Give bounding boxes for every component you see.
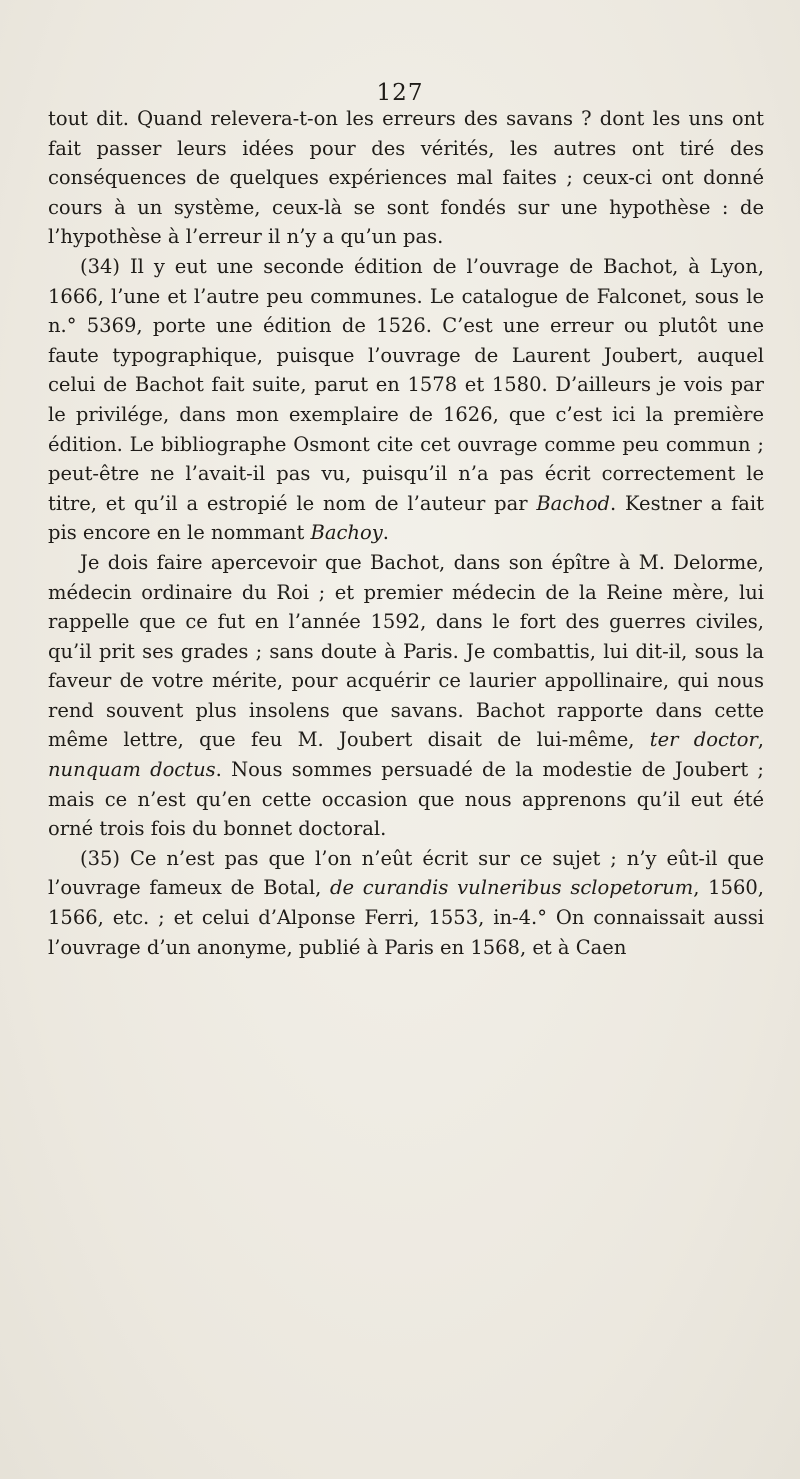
paragraph-1 — [48, 104, 764, 252]
paragraph-3-italic-nunquam-doctus: nunquam doctus — [48, 758, 216, 782]
paragraph-4-italic-title: de curandis vulneribus sclopetorum — [329, 876, 694, 900]
paragraph-4-segment-3: , 1560, 1566, etc. ; et celui d’Alponse Ferri, 1553, in-4.° On connaissait aussi l’ouvrage d’un anonyme, publié à Paris en 1568, et à Caen — [48, 876, 764, 959]
paragraph-2-segment-3: . Kestner a fait pis encore en le nommant — [48, 491, 764, 545]
paragraph-3-segment-5: . Nous sommes persuadé de la modestie de Joubert ; mais ce n’est qu’en cette occasion que nous apprenons qu’il eut été orné trois fois du bonnet doctoral. — [48, 758, 764, 841]
paragraph-4-note-35 — [48, 844, 764, 962]
paragraph-3-italic-ter-doctor: ter doctor — [649, 728, 758, 752]
paragraph-3-segment-3: , — [757, 728, 764, 752]
paragraph-2-note-34 — [48, 252, 764, 548]
paragraph-3-segment-1: Je dois faire apercevoir que Bachot, dans son épître à M. Delorme, médecin ordinaire du Roi ; et premier médecin de la Reine mère, lui rappelle que ce fut en l’année 1592, dans le fort des guerres civiles, qu’il prit ses grades ; sans doute à Paris. Je combattis, lui dit-il, sous la faveur de votre mérite, pour acquérir ce laurier appollinaire, qui nous rend souvent plus insolens que savans. Bachot rapporte dans cette même lettre, que feu M. Joubert disait de lui-même, — [48, 550, 764, 752]
body-text — [48, 104, 764, 962]
paragraph-3 — [48, 548, 764, 844]
paragraph-2-italic-bachod: Bachod — [536, 491, 610, 515]
page-number: 127 — [376, 80, 424, 106]
paragraph-2-italic-bachoy: Bachoy — [310, 521, 383, 545]
paragraph-2-segment-1: (34) Il y eut une seconde édition de l’ouvrage de Bachot, à Lyon, 1666, l’une et l’autre peu communes. Le catalogue de Falconet, sous le n.° 5369, porte une édition de 1526. C’est une erreur ou plutôt une faute typographique, puisque l’ouvrage de Laurent Joubert, auquel celui de Bachot fait suite, parut en 1578 et 1580. D’ailleurs je vois par le privilége, dans mon exemplaire de 1626, que c’est ici la première édition. Le bibliographe Osmont cite cet ouvrage comme peu commun ; peut-être ne l’avait-il pas vu, puisqu’il n’a pas écrit correctement le titre, et qu’il a estropié le nom de l’auteur par — [48, 254, 764, 515]
paragraph-4-segment-1: (35) Ce n’est pas que l’on n’eût écrit sur ce sujet ; n’y eût-il que l’ouvrage fameux de Botal, — [48, 846, 764, 900]
paragraph-2-segment-5: . — [382, 521, 389, 545]
paragraph-1-segment-1: tout dit. Quand relevera-t-on les erreurs des savans ? dont les uns ont fait passer leurs idées pour des vérités, les autres ont tiré des conséquences de quelques expériences mal faites ; ceux-ci ont donné cours à un système, ceux-là se sont fondés sur une hypothèse : de l’hypothèse à l’erreur il n’y a qu’un pas. — [48, 107, 764, 249]
